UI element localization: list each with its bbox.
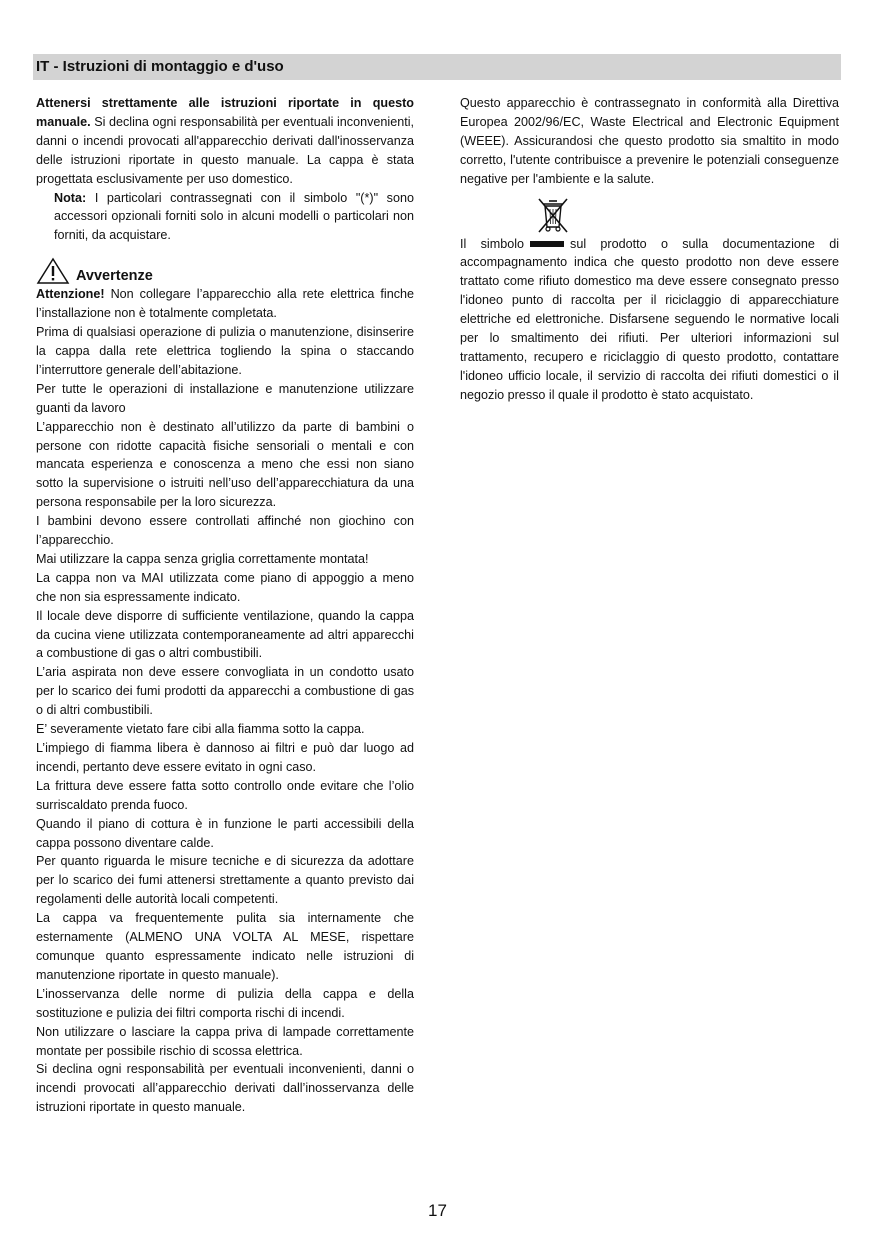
warning-paragraph: La frittura deve essere fatta sotto controllo onde evitare che l’olio surriscaldato prenda fuoco.	[36, 778, 414, 812]
warning-paragraph: L’aria aspirata non deve essere convogliata in un condotto usato per lo scarico dei fumi prodotti da apparecchi a combustione di gas o di altri combustibili.	[36, 665, 414, 718]
section-title: IT - Istruzioni di montaggio e d'uso	[36, 58, 284, 75]
warning-title: Avvertenze	[76, 268, 153, 285]
right-column	[460, 94, 839, 405]
crossed-bin-icon	[534, 197, 572, 235]
warning-paragraph: I bambini devono essere controllati affinché non giochino con l’apparecchio.	[36, 514, 414, 548]
attention-paragraph	[36, 285, 414, 323]
warning-paragraph: Per tutte le operazioni di installazione e manutenzione utilizzare guanti da lavoro	[36, 381, 414, 415]
warning-paragraph: E’ severamente vietato fare cibi alla fiamma sotto la cappa.	[36, 722, 365, 737]
warning-paragraph: Il locale deve disporre di sufficiente ventilazione, quando la cappa da cucina viene utilizzata contemporaneamente ad altri apparecchi a combustione di gas o altri combustibili.	[36, 608, 414, 661]
weee-paragraph: Questo apparecchio è contrassegnato in conformità alla Direttiva Europea 2002/96/EC, Waste Electrical and Electronic Equipment (WEEE). Assicurandosi che questo prodotto sia smaltito in modo corretto, l'utente contribuisce a prevenire le potenziali conseguenze negative per l'ambiente e la salute.	[460, 96, 839, 186]
warning-paragraph: Non utilizzare o lasciare la cappa priva di lampade correttamente montate per possibile rischio di scossa elettrica.	[36, 1024, 414, 1058]
section-header-bar	[33, 54, 841, 80]
intro-paragraph	[36, 94, 414, 189]
warning-paragraph: Mai utilizzare la cappa senza griglia correttamente montata!	[36, 551, 369, 566]
warning-paragraph: Per quanto riguarda le misure tecniche e di sicurezza da adottare per lo scarico dei fumi attenersi strettamente a quanto previsto dai regolamenti delle autorità locali competenti.	[36, 854, 414, 907]
intro-text: Si declina ogni responsabilità per eventuali inconvenienti, danni o incendi provocati all'apparecchio derivati dall'inosservanza delle istruzioni riportate in questo manuale. La cappa è stata progettata esclusivamente per uso domestico.	[36, 114, 414, 186]
warning-paragraph: L’impiego di fiamma libera è dannoso ai filtri e può dar luogo ad incendi, pertanto deve essere evitato in ogni caso.	[36, 741, 414, 774]
warning-triangle-icon	[36, 257, 70, 285]
warning-paragraph: L’apparecchio non è destinato all’utilizzo da parte di bambini o persone con ridotte capacità fisiche sensoriali o mentali e con mancata esperienza e conoscenza a meno che essi non siano sotto la supervisione o istruiti nell’uso dell’apparecchiatura da una persona responsabile per la loro sicurezza.	[36, 419, 414, 510]
page-number: 17	[428, 1201, 447, 1220]
symbol-text: sul prodotto o sulla documentazione di accompagnamento indica che questo prodotto non deve essere trattato come rifiuto domestico ma deve essere consegnato presso l'idoneo punto di raccolta per il riciclaggio di apparecchiature elettriche ed elettroniche. Disfarsene seguendo le normative locali per lo smaltimento dei rifiuti. Per ulteriori informazioni sul trattamento, recupero e riciclaggio di questo prodotto, contattare l'idoneo ufficio locale, il servizio di raccolta dei rifiuti domestici o il negozio presso il quale il prodotto è stato acquistato.	[460, 236, 839, 402]
warning-paragraph: L’inosservanza delle norme di pulizia della cappa e della sostituzione e pulizia dei filtri comporta rischi di incendi.	[36, 986, 414, 1020]
attention-text: Non collegare l’apparecchio alla rete elettrica finche l’installazione non è totalmente completata.	[36, 287, 415, 321]
note-label: Nota:	[54, 190, 87, 205]
attention-label: Attenzione!	[36, 287, 105, 302]
warning-paragraph: Quando il piano di cottura è in funzione le parti accessibili della cappa possono diventare calde.	[36, 816, 414, 850]
note-text: I particolari contrassegnati con il simbolo "(*)" sono accessori opzionali forniti solo in alcuni modelli o particolari non forniti, da acquistare.	[54, 190, 414, 243]
symbol-prefix: Il simbolo	[460, 236, 525, 251]
intro-bold-text: Attenersi strettamente alle istruzioni riportate in questo manuale.	[36, 96, 414, 129]
black-bar-symbol-icon	[530, 241, 564, 247]
warning-paragraph: La cappa non va MAI utilizzata come piano di appoggio a meno che non sia espressamente indicato.	[36, 570, 414, 604]
warning-heading	[36, 255, 414, 285]
symbol-paragraph	[460, 235, 839, 405]
left-column	[36, 94, 414, 1117]
warning-paragraph: Si declina ogni responsabilità per eventuali inconvenienti, danni o incendi provocati all’apparecchio derivati dall’inosservanza delle istruzioni riportate in questo manuale.	[36, 1062, 414, 1115]
warning-paragraph: Prima di qualsiasi operazione di pulizia o manutenzione, disinserire la cappa dalla rete elettrica togliendo la spina o staccando l’interruttore generale dell’abitazione.	[36, 325, 414, 377]
note-paragraph	[36, 189, 414, 246]
warning-paragraph: La cappa va frequentemente pulita sia internamente che esternamente (ALMENO UNA VOLTA AL MESE, rispettare comunque quanto espressamente indicato nelle istruzioni di manutenzione riportate in questo manuale).	[36, 911, 414, 982]
